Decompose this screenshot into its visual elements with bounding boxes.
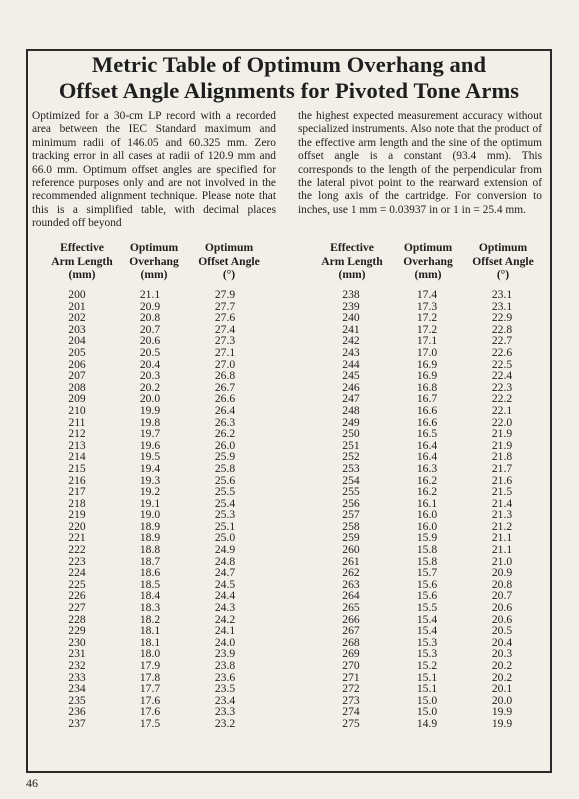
table-cell-overhang: 20.0 — [139, 392, 161, 406]
table-cell-offset-angle: 21.0 — [491, 554, 513, 568]
table-cell-offset-angle: 24.3 — [214, 601, 236, 615]
table-cell-overhang: 19.9 — [139, 403, 161, 417]
table-cell-arm-length: 207 — [68, 369, 86, 383]
table-cell-offset-angle: 26.0 — [214, 438, 236, 452]
column-overhang-left — [125, 289, 175, 730]
table-cell-offset-angle: 26.8 — [214, 369, 236, 383]
page-number: 46 — [26, 776, 38, 790]
table-cell-arm-length: 262 — [342, 566, 360, 580]
table-cell-offset-angle: 20.3 — [491, 647, 513, 661]
table-cell-arm-length: 273 — [342, 693, 360, 707]
table-cell-offset-angle: 21.1 — [491, 531, 513, 545]
table-cell-offset-angle: 25.0 — [214, 531, 236, 545]
table-cell-offset-angle: 22.8 — [491, 322, 513, 336]
table-cell-arm-length: 231 — [68, 647, 86, 661]
table-cell-overhang: 15.4 — [416, 624, 438, 638]
table-cell-overhang: 20.8 — [139, 311, 161, 325]
table-cell-offset-angle: 22.7 — [491, 334, 513, 348]
table-cell-overhang: 18.6 — [139, 566, 161, 580]
table-cell-overhang: 17.6 — [139, 705, 161, 719]
table-cell-overhang: 19.1 — [139, 496, 161, 510]
table-cell-offset-angle: 20.2 — [491, 659, 513, 672]
table-cell-overhang: 15.8 — [416, 543, 438, 557]
table-cell-arm-length: 214 — [68, 450, 86, 464]
table-cell-overhang: 19.8 — [139, 415, 161, 429]
table-cell-arm-length: 223 — [68, 554, 86, 568]
table-cell-arm-length: 266 — [342, 612, 360, 626]
table-cell-overhang: 15.1 — [416, 670, 438, 684]
header-overhang-right: Optimum Overhang (mm) — [403, 241, 453, 282]
table-cell-overhang: 17.1 — [416, 334, 438, 348]
table-cell-overhang: 18.9 — [139, 519, 161, 533]
table-cell-offset-angle: 27.0 — [214, 357, 236, 371]
table-cell-overhang: 16.5 — [416, 427, 438, 441]
table-cell-arm-length: 247 — [342, 392, 360, 406]
table-cell-offset-angle: 27.9 — [214, 288, 236, 301]
table-cell-overhang: 16.2 — [416, 485, 438, 499]
table-cell-overhang: 20.4 — [139, 357, 161, 371]
table-cell-offset-angle: 21.9 — [491, 438, 513, 452]
table-cell-offset-angle: 24.4 — [214, 589, 236, 603]
table-cell-arm-length: 236 — [68, 705, 86, 719]
table-cell-arm-length: 259 — [342, 531, 360, 545]
table-cell-arm-length: 252 — [342, 450, 360, 464]
table-cell-offset-angle: 19.9 — [491, 716, 513, 730]
header-arm-length-left: Effective Arm Length (mm) — [51, 241, 113, 282]
table-cell-offset-angle: 27.1 — [214, 345, 236, 359]
table-cell-overhang: 16.6 — [416, 403, 438, 417]
table-cell-offset-angle: 22.6 — [491, 345, 513, 359]
table-cell-overhang: 20.3 — [139, 369, 161, 383]
table-cell-overhang: 15.6 — [416, 577, 438, 591]
table-cell-overhang: 17.7 — [139, 682, 161, 696]
table-cell-arm-length: 240 — [342, 311, 360, 325]
table-cell-overhang: 16.6 — [416, 415, 438, 429]
table-cell-offset-angle: 25.8 — [214, 461, 236, 475]
intro-text-left: Optimized for a 30-cm LP record with a recorded area between the IEC Standard maximum and minimum radii of 146.05 and 60.325 mm. Zero tracking error in all cases at radii of 120.9 mm and 66.0 mm. Optimum offset angles are specified for reference purposes only and are not involved in the recommended alignment technique. Please note that this is a simplified table, with decimal places rounded off beyond — [32, 110, 276, 230]
table-cell-offset-angle: 20.2 — [491, 670, 513, 684]
table-cell-offset-angle: 20.4 — [491, 635, 513, 649]
table-cell-offset-angle: 20.9 — [491, 566, 513, 580]
table-cell-offset-angle: 24.7 — [214, 566, 236, 580]
table-cell-arm-length: 274 — [342, 705, 360, 719]
table-cell-overhang: 15.1 — [416, 682, 438, 696]
table-cell-arm-length: 270 — [342, 659, 360, 672]
table-cell-arm-length: 202 — [68, 311, 86, 325]
table-cell-arm-length: 210 — [68, 403, 86, 417]
table-cell-offset-angle: 22.1 — [491, 403, 513, 417]
table-cell-arm-length: 201 — [68, 299, 86, 313]
table-cell-offset-angle: 23.3 — [214, 705, 236, 719]
table-cell-arm-length: 246 — [342, 380, 360, 394]
table-cell-offset-angle: 27.4 — [214, 322, 236, 336]
table-cell-offset-angle: 20.7 — [491, 589, 513, 603]
table-cell-offset-angle: 24.9 — [214, 543, 236, 557]
table-cell-arm-length: 264 — [342, 589, 360, 603]
table-cell-offset-angle: 23.1 — [491, 288, 513, 301]
table-cell-arm-length: 250 — [342, 427, 360, 441]
table-cell-arm-length: 260 — [342, 543, 360, 557]
table-cell-arm-length: 257 — [342, 508, 360, 522]
table-cell-offset-angle: 24.0 — [214, 635, 236, 649]
table-cell-arm-length: 217 — [68, 485, 86, 499]
table-cell-offset-angle: 25.4 — [214, 496, 236, 510]
table-cell-arm-length: 205 — [68, 345, 86, 359]
title-line-1: Metric Table of Optimum Overhang and — [91, 52, 487, 77]
table-cell-offset-angle: 21.7 — [491, 461, 513, 475]
table-cell-offset-angle: 23.5 — [214, 682, 236, 696]
table-cell-offset-angle: 22.3 — [491, 380, 513, 394]
table-cell-offset-angle: 20.0 — [491, 693, 513, 707]
table-cell-arm-length: 269 — [342, 647, 360, 661]
table-cell-overhang: 20.2 — [139, 380, 161, 394]
table-cell-arm-length: 268 — [342, 635, 360, 649]
table-cell-arm-length: 244 — [342, 357, 360, 371]
table-cell-offset-angle: 27.6 — [214, 311, 236, 325]
table-cell-overhang: 19.0 — [139, 508, 161, 522]
table-cell-offset-angle: 21.6 — [491, 473, 513, 487]
table-cell-offset-angle: 22.4 — [491, 369, 513, 383]
table-cell-arm-length: 220 — [68, 519, 86, 533]
table-cell-offset-angle: 19.9 — [491, 705, 513, 719]
column-offset-angle-right — [477, 289, 527, 730]
table-cell-overhang: 18.7 — [139, 554, 161, 568]
table-cell-arm-length: 227 — [68, 601, 86, 615]
table-cell-offset-angle: 21.2 — [491, 519, 513, 533]
table-cell-arm-length: 232 — [68, 659, 86, 672]
table-cell-overhang: 18.1 — [139, 624, 161, 638]
table-cell-offset-angle: 23.9 — [214, 647, 236, 661]
table-cell-arm-length: 213 — [68, 438, 86, 452]
column-arm-length-left — [52, 289, 102, 730]
table-cell-offset-angle: 21.8 — [491, 450, 513, 464]
table-cell-overhang: 16.0 — [416, 508, 438, 522]
table-cell-arm-length: 248 — [342, 403, 360, 417]
table-cell-overhang: 17.4 — [416, 288, 438, 301]
table-cell-offset-angle: 26.3 — [214, 415, 236, 429]
table-cell-overhang: 17.2 — [416, 311, 438, 325]
table-cell-overhang: 15.0 — [416, 705, 438, 719]
table-cell-arm-length: 208 — [68, 380, 86, 394]
table-cell-arm-length: 209 — [68, 392, 86, 406]
table-cell-overhang: 18.0 — [139, 647, 161, 661]
table-cell-arm-length: 239 — [342, 299, 360, 313]
table-cell-arm-length: 219 — [68, 508, 86, 522]
table-cell-overhang: 17.0 — [416, 345, 438, 359]
table-cell-arm-length: 225 — [68, 577, 86, 591]
table-cell-overhang: 15.3 — [416, 647, 438, 661]
table-cell-arm-length: 241 — [342, 322, 360, 336]
table-cell-overhang: 15.6 — [416, 589, 438, 603]
table-cell-overhang: 17.8 — [139, 670, 161, 684]
table-cell-overhang: 18.2 — [139, 612, 161, 626]
table-cell-offset-angle: 23.6 — [214, 670, 236, 684]
intro-text-right: the highest expected measurement accuracy without specialized instruments. Also note that the product of the effective arm length and the sine of the optimum offset angle is a constant (93.4 mm). This corresponds to the length of the perpendicular from the lateral pivot point to the rearward extension of the long axis of the cartridge. For conversion to inches, use 1 mm = 0.03937 in or 1 in = 25.4 mm. — [298, 110, 542, 216]
header-offset-angle-right: Optimum Offset Angle (°) — [472, 241, 534, 282]
table-cell-overhang: 16.2 — [416, 473, 438, 487]
table-cell-offset-angle: 21.3 — [491, 508, 513, 522]
table-cell-overhang: 16.4 — [416, 450, 438, 464]
table-cell-overhang: 19.3 — [139, 473, 161, 487]
table-cell-arm-length: 275 — [342, 716, 360, 730]
header-overhang-left: Optimum Overhang (mm) — [129, 241, 179, 282]
column-overhang-right — [402, 289, 452, 730]
table-cell-overhang: 21.1 — [139, 288, 161, 301]
table-cell-overhang: 19.6 — [139, 438, 161, 452]
table-cell-offset-angle: 21.5 — [491, 485, 513, 499]
table-cell-overhang: 16.1 — [416, 496, 438, 510]
table-cell-offset-angle: 26.4 — [214, 403, 236, 417]
table-cell-offset-angle: 24.5 — [214, 577, 236, 591]
table-cell-offset-angle: 25.1 — [214, 519, 236, 533]
table-cell-overhang: 20.6 — [139, 334, 161, 348]
table-cell-overhang: 17.5 — [139, 716, 161, 730]
table-cell-arm-length: 229 — [68, 624, 86, 638]
table-cell-offset-angle: 20.6 — [491, 612, 513, 626]
table-cell-offset-angle: 26.6 — [214, 392, 236, 406]
table-cell-offset-angle: 25.3 — [214, 508, 236, 522]
table-cell-offset-angle: 21.1 — [491, 543, 513, 557]
table-cell-arm-length: 245 — [342, 369, 360, 383]
table-cell-arm-length: 254 — [342, 473, 360, 487]
table-cell-overhang: 18.5 — [139, 577, 161, 591]
table-cell-overhang: 18.4 — [139, 589, 161, 603]
header-offset-angle-left: Optimum Offset Angle (°) — [198, 241, 260, 282]
title-line-2: Offset Angle Alignments for Pivoted Tone Arms — [58, 78, 520, 103]
table-cell-arm-length: 265 — [342, 601, 360, 615]
table-cell-arm-length: 243 — [342, 345, 360, 359]
table-cell-offset-angle: 22.5 — [491, 357, 513, 371]
table-cell-overhang: 15.7 — [416, 566, 438, 580]
table-cell-arm-length: 206 — [68, 357, 86, 371]
table-cell-arm-length: 235 — [68, 693, 86, 707]
table-cell-arm-length: 249 — [342, 415, 360, 429]
table-cell-offset-angle: 26.7 — [214, 380, 236, 394]
table-cell-offset-angle: 25.6 — [214, 473, 236, 487]
table-cell-overhang: 16.7 — [416, 392, 438, 406]
table-cell-offset-angle: 24.8 — [214, 554, 236, 568]
table-cell-offset-angle: 22.2 — [491, 392, 513, 406]
table-cell-arm-length: 216 — [68, 473, 86, 487]
table-cell-overhang: 16.9 — [416, 369, 438, 383]
table-cell-offset-angle: 23.4 — [214, 693, 236, 707]
table-cell-overhang: 16.8 — [416, 380, 438, 394]
table-cell-arm-length: 234 — [68, 682, 86, 696]
table-cell-arm-length: 255 — [342, 485, 360, 499]
table-cell-offset-angle: 23.8 — [214, 659, 236, 672]
table-cell-overhang: 15.0 — [416, 693, 438, 707]
table-cell-overhang: 20.9 — [139, 299, 161, 313]
table-cell-offset-angle: 24.2 — [214, 612, 236, 626]
column-offset-angle-left — [200, 289, 250, 730]
table-cell-overhang: 19.4 — [139, 461, 161, 475]
table-cell-overhang: 15.4 — [416, 612, 438, 626]
table-cell-arm-length: 271 — [342, 670, 360, 684]
table-cell-offset-angle: 26.2 — [214, 427, 236, 441]
table-cell-overhang: 20.5 — [139, 345, 161, 359]
table-cell-offset-angle: 20.6 — [491, 601, 513, 615]
table-cell-overhang: 15.8 — [416, 554, 438, 568]
table-cell-overhang: 19.2 — [139, 485, 161, 499]
table-cell-overhang: 14.9 — [416, 716, 438, 730]
table-cell-offset-angle: 23.1 — [491, 299, 513, 313]
table-cell-offset-angle: 22.9 — [491, 311, 513, 325]
table-cell-offset-angle: 23.2 — [214, 716, 236, 730]
table-cell-offset-angle: 22.0 — [491, 415, 513, 429]
table-cell-overhang: 17.9 — [139, 659, 161, 672]
table-cell-offset-angle: 25.9 — [214, 450, 236, 464]
table-cell-arm-length: 261 — [342, 554, 360, 568]
column-arm-length-right — [326, 289, 376, 730]
table-cell-offset-angle: 20.8 — [491, 577, 513, 591]
table-cell-arm-length: 204 — [68, 334, 86, 348]
table-cell-arm-length: 253 — [342, 461, 360, 475]
table-cell-offset-angle: 24.1 — [214, 624, 236, 638]
table-cell-overhang: 17.6 — [139, 693, 161, 707]
header-arm-length-right: Effective Arm Length (mm) — [321, 241, 383, 282]
page-title — [26, 52, 552, 104]
table-cell-overhang: 20.7 — [139, 322, 161, 336]
table-cell-overhang: 15.5 — [416, 601, 438, 615]
table-cell-overhang: 18.8 — [139, 543, 161, 557]
table-cell-arm-length: 263 — [342, 577, 360, 591]
table-cell-offset-angle: 25.5 — [214, 485, 236, 499]
table-cell-arm-length: 221 — [68, 531, 86, 545]
table-cell-arm-length: 238 — [342, 288, 360, 301]
table-cell-arm-length: 233 — [68, 670, 86, 684]
table-cell-arm-length: 251 — [342, 438, 360, 452]
table-cell-arm-length: 215 — [68, 461, 86, 475]
table-cell-arm-length: 230 — [68, 635, 86, 649]
table-cell-overhang: 16.3 — [416, 461, 438, 475]
table-cell-offset-angle: 20.5 — [491, 624, 513, 638]
table-cell-overhang: 15.3 — [416, 635, 438, 649]
table-cell-offset-angle: 21.4 — [491, 496, 513, 510]
table-cell-offset-angle: 27.3 — [214, 334, 236, 348]
table-cell-overhang: 18.9 — [139, 531, 161, 545]
table-cell-overhang: 18.3 — [139, 601, 161, 615]
table-cell-arm-length: 256 — [342, 496, 360, 510]
table-cell-overhang: 16.0 — [416, 519, 438, 533]
table-cell-arm-length: 224 — [68, 566, 86, 580]
table-cell-overhang: 19.7 — [139, 427, 161, 441]
table-cell-arm-length: 203 — [68, 322, 86, 336]
table-cell-arm-length: 228 — [68, 612, 86, 626]
table-cell-arm-length: 242 — [342, 334, 360, 348]
table-cell-arm-length: 222 — [68, 543, 86, 557]
table-cell-overhang: 16.9 — [416, 357, 438, 371]
table-cell-arm-length: 200 — [68, 288, 86, 301]
table-cell-offset-angle: 21.9 — [491, 427, 513, 441]
table-cell-overhang: 16.4 — [416, 438, 438, 452]
table-cell-offset-angle: 20.1 — [491, 682, 513, 696]
table-cell-arm-length: 218 — [68, 496, 86, 510]
table-cell-overhang: 15.9 — [416, 531, 438, 545]
table-cell-arm-length: 211 — [68, 415, 86, 429]
table-cell-overhang: 19.5 — [139, 450, 161, 464]
table-cell-arm-length: 272 — [342, 682, 360, 696]
table-cell-arm-length: 267 — [342, 624, 360, 638]
table-cell-arm-length: 258 — [342, 519, 360, 533]
table-cell-overhang: 17.3 — [416, 299, 438, 313]
table-cell-overhang: 15.2 — [416, 659, 438, 672]
table-cell-overhang: 18.1 — [139, 635, 161, 649]
table-cell-arm-length: 237 — [68, 716, 86, 730]
table-cell-overhang: 17.2 — [416, 322, 438, 336]
table-cell-offset-angle: 27.7 — [214, 299, 236, 313]
table-cell-arm-length: 212 — [68, 427, 86, 441]
table-cell-arm-length: 226 — [68, 589, 86, 603]
